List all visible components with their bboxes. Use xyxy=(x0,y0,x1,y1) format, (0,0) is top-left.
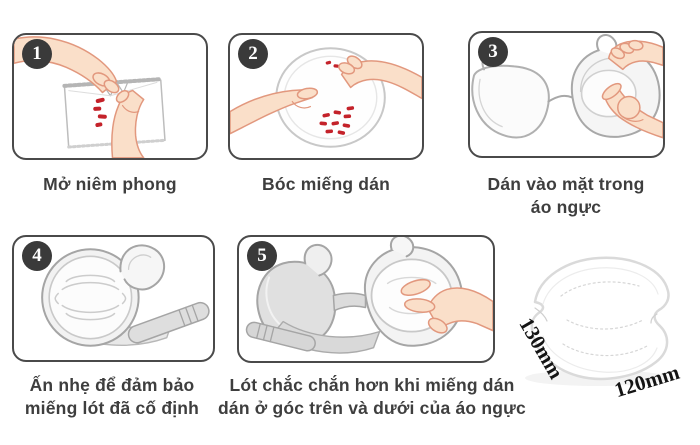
caption-line: miếng lót đã cố định xyxy=(24,397,200,418)
step-1-caption xyxy=(12,173,208,196)
step-panel-2 xyxy=(228,33,424,160)
caption-line: Bóc miếng dán xyxy=(261,174,391,194)
caption-line: Ấn nhẹ để đảm bảo xyxy=(29,375,195,395)
shoulder-strap-loop xyxy=(120,245,164,289)
step-number: 3 xyxy=(488,41,498,62)
step-panel-4 xyxy=(12,235,215,362)
step-number: 5 xyxy=(257,245,267,266)
bra-gore xyxy=(548,96,572,102)
bra-strap xyxy=(126,300,211,345)
step-number-badge xyxy=(478,37,508,67)
step-4-caption xyxy=(2,374,222,419)
caption-line: Lót chắc chắn hơn khi miếng dán xyxy=(229,375,515,395)
step-number-badge xyxy=(247,241,277,271)
step-5-caption xyxy=(210,374,534,419)
step-number: 2 xyxy=(248,43,258,64)
caption-line: dán ở góc trên và dưới của áo ngực xyxy=(218,397,526,418)
step-panel-5 xyxy=(237,235,495,363)
step-2-caption xyxy=(228,173,424,196)
step-number-badge xyxy=(22,39,52,69)
step-panel-3 xyxy=(468,31,665,158)
step-panel-1 xyxy=(12,33,208,160)
pad-height-dimension-label: 130mm xyxy=(514,313,569,384)
pad-width-dimension-label: 120mm xyxy=(611,359,683,403)
step-number: 1 xyxy=(32,43,42,64)
caption-line: áo ngực xyxy=(530,196,602,217)
step-3-caption xyxy=(446,173,686,218)
step-number-badge xyxy=(238,39,268,69)
press-pad-corners-illustration xyxy=(239,237,493,361)
step-number: 4 xyxy=(32,245,42,266)
caption-line: Mở niêm phong xyxy=(43,174,177,194)
caption-line: Dán vào mặt trong xyxy=(487,174,645,194)
step-number-badge xyxy=(22,241,52,271)
